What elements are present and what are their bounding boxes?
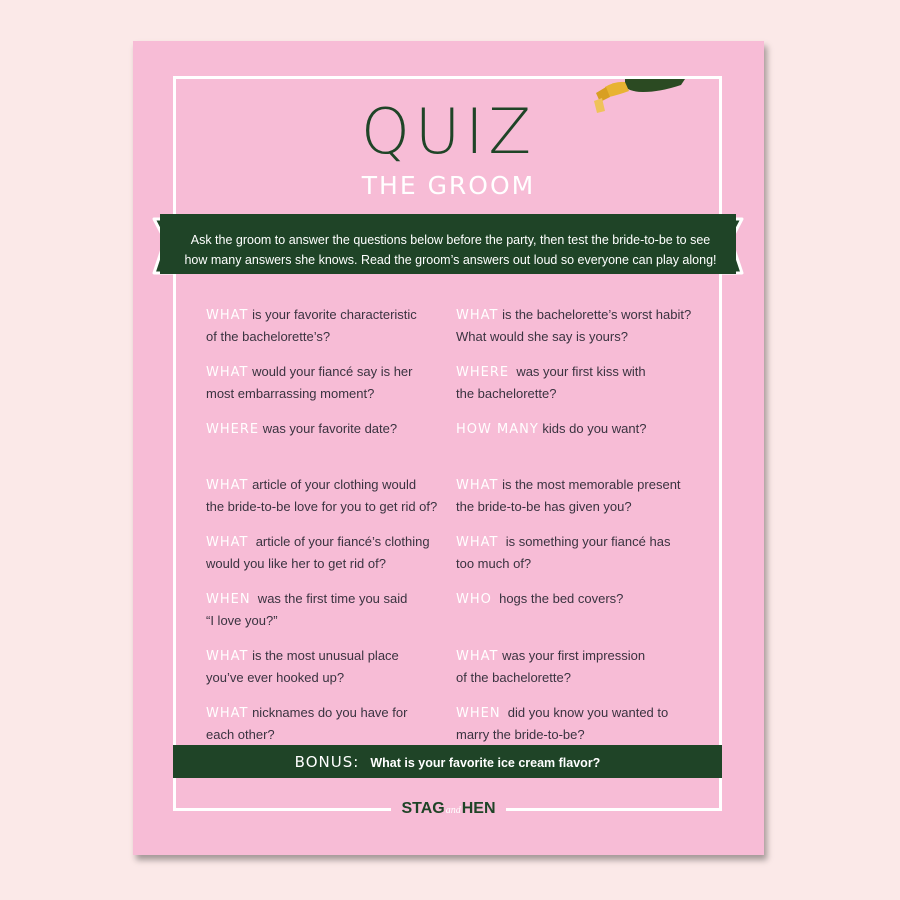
question-item xyxy=(456,304,701,347)
question-text: is the most unusual place xyxy=(248,647,399,663)
question-text: kids do you want? xyxy=(538,420,647,436)
bonus-question: What is your favorite ice cream flavor? xyxy=(370,756,601,770)
question-text-continued: the bride-to-be has given you? xyxy=(456,499,632,515)
question-item xyxy=(206,645,451,688)
question-text-continued: of the bachelorette? xyxy=(456,669,571,685)
question-text: was the first time you said xyxy=(250,591,408,606)
question-keyword: WHAT xyxy=(456,308,499,323)
question-item xyxy=(456,361,701,404)
question-text-continued: What would she say is yours? xyxy=(456,329,628,344)
question-item xyxy=(456,702,701,745)
instructions-text: Ask the groom to answer the questions below before the party, then test the bride-to-be to see how many answers she knows. Read the groom’s answers out loud so everyone can play along! xyxy=(184,233,717,267)
question-item xyxy=(456,645,701,688)
question-text: article of your fiancé’s clothing xyxy=(248,534,430,550)
question-text-continued: each other? xyxy=(206,726,275,742)
question-text: did you know you wanted to xyxy=(500,704,669,720)
question-text-continued: the bride-to-be love for you to get rid of? xyxy=(206,499,438,515)
question-item xyxy=(206,531,451,574)
question-keyword: WHAT xyxy=(206,705,249,721)
question-item xyxy=(206,418,451,440)
question-item xyxy=(206,304,451,347)
question-keyword: WHERE xyxy=(206,421,260,437)
bonus-bar xyxy=(173,745,722,778)
question-text: was your first impression xyxy=(498,647,646,663)
question-keyword: WHO xyxy=(456,592,492,607)
question-text: is your favorite characteristic xyxy=(248,307,417,322)
question-text-continued: marry the bride-to-be? xyxy=(456,726,585,742)
logo-hen: HEN xyxy=(461,800,496,817)
question-keyword: WHAT xyxy=(206,535,249,551)
question-keyword: WHEN xyxy=(206,592,251,607)
question-item xyxy=(206,588,451,631)
question-item xyxy=(206,361,451,404)
question-text-continued: “I love you?” xyxy=(206,613,278,628)
question-text-continued: the bachelorette? xyxy=(456,385,557,401)
question-item xyxy=(456,418,701,440)
quiz-sheet xyxy=(133,41,764,855)
logo-and: and xyxy=(445,805,461,816)
question-keyword: WHAT xyxy=(456,535,499,551)
stag-and-hen-logo xyxy=(391,798,506,822)
logo-stag: STAG xyxy=(401,800,445,817)
question-text-continued: you’ve ever hooked up? xyxy=(206,669,345,685)
question-keyword: WHAT xyxy=(206,308,249,323)
question-text: article of your clothing would xyxy=(248,477,417,493)
question-item xyxy=(206,474,451,517)
question-keyword: WHEN xyxy=(456,705,501,721)
page-subtitle: THE GROOM xyxy=(361,171,536,200)
question-text: was your first kiss with xyxy=(509,363,646,379)
question-keyword: WHAT xyxy=(456,478,499,494)
question-text: is something your fiancé has xyxy=(498,534,671,550)
question-item xyxy=(456,588,701,610)
question-keyword: WHAT xyxy=(456,648,499,664)
question-text: is the most memorable present xyxy=(498,477,681,493)
question-text-continued: too much of? xyxy=(456,556,532,572)
question-keyword: WHAT xyxy=(206,648,249,664)
question-item xyxy=(456,474,701,517)
question-keyword: HOW MANY xyxy=(456,421,539,437)
question-text: is the bachelorette’s worst habit? xyxy=(498,307,692,322)
question-keyword: WHERE xyxy=(456,364,510,380)
bonus-label: BONUS: xyxy=(294,753,360,771)
question-text-continued: of the bachelorette’s? xyxy=(206,329,331,344)
question-keyword: WHAT xyxy=(206,478,249,494)
question-text-continued: would you like her to get rid of? xyxy=(206,556,386,572)
question-text: would your fiancé say is her xyxy=(248,363,413,379)
question-item xyxy=(206,702,451,745)
page-title: QUIZ xyxy=(361,95,536,168)
question-text: was your favorite date? xyxy=(259,420,398,436)
question-item xyxy=(456,531,701,574)
question-text-continued: most embarrassing moment? xyxy=(206,385,375,401)
question-keyword: WHAT xyxy=(206,364,249,380)
question-text: nicknames do you have for xyxy=(248,704,408,720)
question-text: hogs the bed covers? xyxy=(491,591,624,606)
